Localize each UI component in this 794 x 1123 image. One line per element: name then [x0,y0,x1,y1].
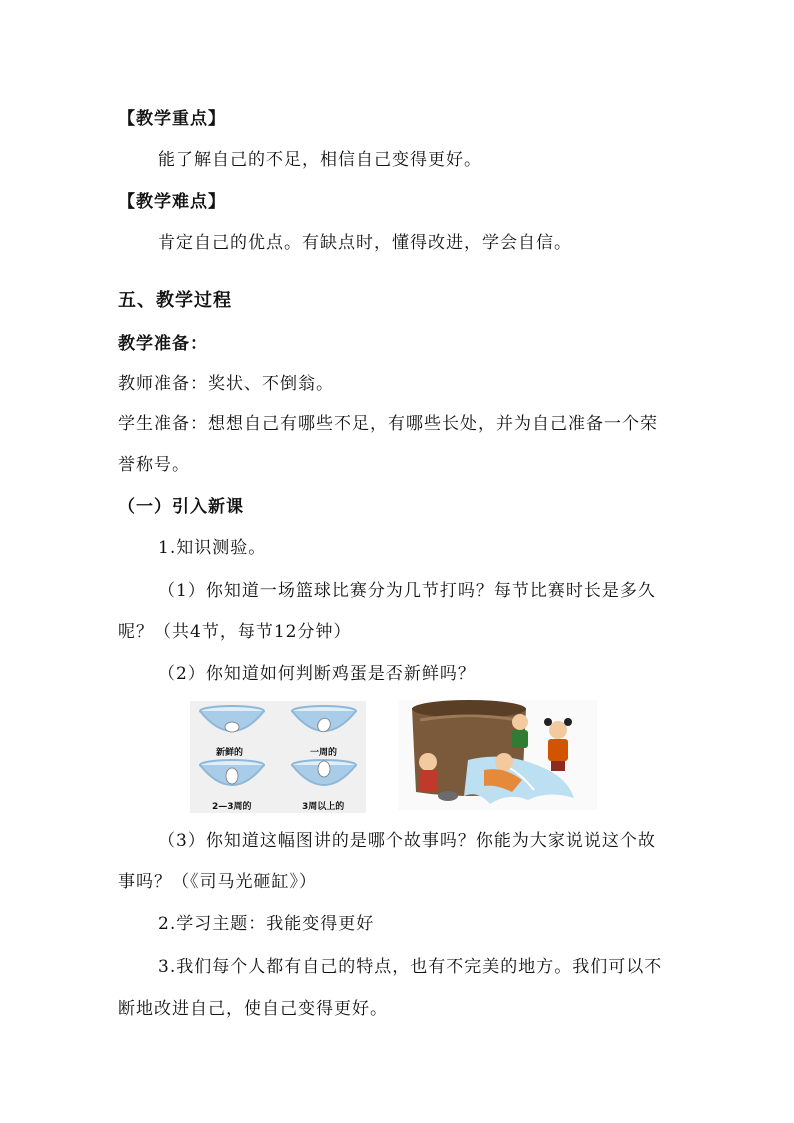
difficulty-heading: 【教学难点】 [118,192,226,212]
egg-label-fresh: 新鲜的 [216,748,244,758]
bowl-fresh [200,706,264,732]
question-1-line1: （1）你知道一场篮球比赛分为几节打吗？每节比赛时长是多久 [158,581,656,601]
bowl-over-three-weeks [292,760,356,785]
bowl-one-week [292,706,356,734]
egg-freshness-figure [190,701,366,813]
sima-guang-illustration [398,700,597,810]
question-2: （2）你知道如何判断鸡蛋是否新鲜吗？ [158,664,476,684]
item-3-line2: 断地改进自己，使自己变得更好。 [118,999,388,1019]
egg-label-one-week: 一周的 [310,748,338,758]
prep-heading: 教学准备： [118,334,208,354]
smashing-vat-picture [398,700,597,810]
question-3-line2: 事吗？（《司马光砸缸》） [118,872,317,892]
question-3-line1: （3）你知道这幅图讲的是哪个故事吗？你能为大家说说这个故 [158,831,656,851]
student-prep-line1: 学生准备：想想自己有哪些不足，有哪些长处，并为自己准备一个荣 [118,414,658,434]
egg-label-two-three-weeks: 2—3周的 [212,802,252,812]
key-points-text: 能了解自己的不足，相信自己变得更好。 [158,150,482,170]
student-prep-line2: 誉称号。 [118,455,190,475]
egg-label-over-three-weeks: 3周以上的 [302,802,345,812]
bowl-two-three-weeks [200,760,264,785]
key-points-heading: 【教学重点】 [118,109,226,129]
teacher-prep: 教师准备：奖状、不倒翁。 [118,374,334,394]
process-heading: 五、教学过程 [118,290,232,311]
difficulty-text: 肯定自己的优点。有缺点时，懂得改进，学会自信。 [158,233,572,253]
question-1-line2: 呢？（共4节，每节12分钟） [118,622,352,642]
intro-heading: （一）引入新课 [118,497,244,517]
item-3-line1: 3.我们每个人都有自己的特点，也有不完美的地方。我们可以不 [158,957,663,977]
item-2: 2.学习主题：我能变得更好 [158,914,375,934]
item-1: 1.知识测验。 [158,538,267,558]
